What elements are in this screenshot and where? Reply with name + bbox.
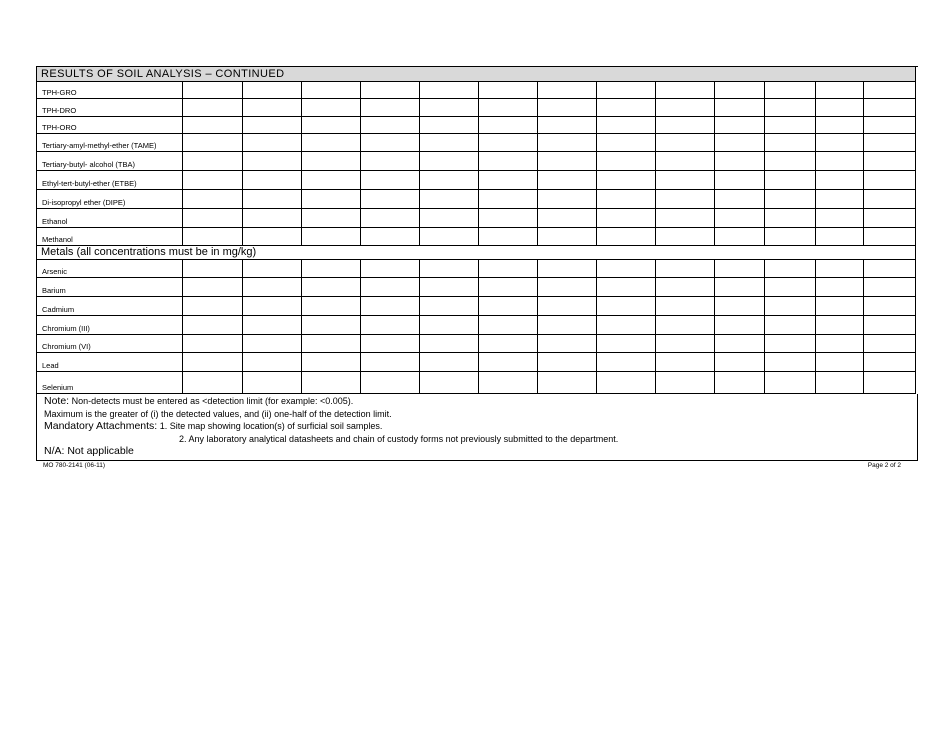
metal-value-cell[interactable] — [243, 260, 302, 278]
metal-value-cell[interactable] — [243, 297, 302, 316]
metal-value-cell[interactable] — [183, 297, 243, 316]
metal-value-cell[interactable] — [302, 353, 361, 372]
maximum-note: Maximum is the greater of (i) the detected values, and (ii) one-half of the detection limit. — [44, 408, 392, 419]
metal-value-cell[interactable] — [864, 260, 916, 278]
analyte-value-cell[interactable] — [538, 152, 597, 171]
metal-value-cell[interactable] — [864, 316, 916, 335]
analyte-value-cell[interactable] — [243, 171, 302, 190]
metal-value-cell[interactable] — [597, 372, 656, 394]
analyte-value-cell[interactable] — [816, 134, 864, 152]
analyte-value-cell[interactable] — [420, 190, 479, 209]
note-text: Non-detects must be entered as <detection limit (for example: <0.005). — [69, 396, 354, 406]
analyte-value-cell[interactable] — [597, 152, 656, 171]
metal-value-cell[interactable] — [597, 353, 656, 372]
metal-value-cell[interactable] — [715, 335, 765, 353]
metal-value-cell[interactable] — [715, 260, 765, 278]
metal-value-cell[interactable] — [765, 353, 816, 372]
analyte-value-cell[interactable] — [538, 99, 597, 117]
metal-value-cell[interactable] — [183, 335, 243, 353]
metal-value-cell[interactable] — [361, 260, 420, 278]
attachment-1: 1. Site map showing location(s) of surficial soil samples. — [157, 421, 383, 431]
metal-value-cell[interactable] — [597, 278, 656, 297]
metal-value-cell[interactable] — [656, 297, 715, 316]
analyte-value-cell[interactable] — [243, 117, 302, 134]
metal-value-cell[interactable] — [538, 278, 597, 297]
metal-value-cell[interactable] — [302, 372, 361, 394]
analyte-value-cell[interactable] — [656, 99, 715, 117]
analyte-value-cell[interactable] — [816, 82, 864, 99]
analyte-label: Di-isopropyl ether (DIPE) — [37, 190, 183, 209]
metal-value-cell[interactable] — [479, 353, 538, 372]
metal-value-cell[interactable] — [361, 372, 420, 394]
metal-label: Lead — [37, 353, 183, 372]
analyte-value-cell[interactable] — [816, 99, 864, 117]
analyte-value-cell[interactable] — [183, 190, 243, 209]
metal-value-cell[interactable] — [243, 316, 302, 335]
analyte-value-cell[interactable] — [656, 190, 715, 209]
analyte-value-cell[interactable] — [420, 99, 479, 117]
analyte-value-cell[interactable] — [538, 228, 597, 246]
metal-value-cell[interactable] — [816, 297, 864, 316]
metal-value-cell[interactable] — [864, 353, 916, 372]
analyte-label: TPH-DRO — [37, 99, 183, 117]
metal-value-cell[interactable] — [765, 372, 816, 394]
analyte-value-cell[interactable] — [816, 209, 864, 228]
analyte-value-cell[interactable] — [183, 117, 243, 134]
analyte-value-cell[interactable] — [183, 152, 243, 171]
analyte-value-cell[interactable] — [864, 99, 916, 117]
metal-value-cell[interactable] — [816, 316, 864, 335]
metal-value-cell[interactable] — [479, 278, 538, 297]
analyte-value-cell[interactable] — [243, 82, 302, 99]
metal-value-cell[interactable] — [538, 335, 597, 353]
analyte-value-cell[interactable] — [864, 117, 916, 134]
analyte-value-cell[interactable] — [420, 209, 479, 228]
analyte-value-cell[interactable] — [361, 190, 420, 209]
attachment-2: 2. Any laboratory analytical datasheets and chain of custody forms not previously submitted to the department. — [179, 433, 619, 444]
analyte-value-cell[interactable] — [538, 190, 597, 209]
analyte-value-cell[interactable] — [715, 152, 765, 171]
metal-value-cell[interactable] — [538, 316, 597, 335]
table-title: RESULTS OF SOIL ANALYSIS – CONTINUED — [37, 67, 916, 82]
metal-value-cell[interactable] — [479, 316, 538, 335]
analyte-value-cell[interactable] — [597, 171, 656, 190]
metal-value-cell[interactable] — [597, 297, 656, 316]
analyte-value-cell[interactable] — [183, 134, 243, 152]
page-footer — [36, 461, 918, 473]
analyte-value-cell[interactable] — [420, 171, 479, 190]
analyte-label: Tertiary-butyl- alcohol (TBA) — [37, 152, 183, 171]
notes-section — [36, 394, 918, 461]
analyte-value-cell[interactable] — [361, 228, 420, 246]
metal-value-cell[interactable] — [302, 297, 361, 316]
metal-value-cell[interactable] — [183, 260, 243, 278]
metal-value-cell[interactable] — [479, 335, 538, 353]
analyte-value-cell[interactable] — [420, 152, 479, 171]
analyte-value-cell[interactable] — [656, 209, 715, 228]
analyte-value-cell[interactable] — [538, 82, 597, 99]
metal-label: Cadmium — [37, 297, 183, 316]
analyte-value-cell[interactable] — [864, 209, 916, 228]
metal-value-cell[interactable] — [183, 372, 243, 394]
analyte-value-cell[interactable] — [656, 117, 715, 134]
metal-value-cell[interactable] — [864, 372, 916, 394]
analyte-value-cell[interactable] — [765, 190, 816, 209]
page-number: Page 2 of 2 — [867, 461, 901, 469]
analyte-value-cell[interactable] — [479, 134, 538, 152]
metal-value-cell[interactable] — [656, 278, 715, 297]
analyte-value-cell[interactable] — [816, 152, 864, 171]
metal-value-cell[interactable] — [656, 316, 715, 335]
analyte-value-cell[interactable] — [765, 117, 816, 134]
analyte-value-cell[interactable] — [361, 134, 420, 152]
metal-value-cell[interactable] — [816, 353, 864, 372]
analyte-value-cell[interactable] — [361, 99, 420, 117]
metal-value-cell[interactable] — [420, 353, 479, 372]
analyte-value-cell[interactable] — [816, 117, 864, 134]
metal-value-cell[interactable] — [656, 372, 715, 394]
analyte-value-cell[interactable] — [361, 82, 420, 99]
analyte-value-cell[interactable] — [420, 134, 479, 152]
metal-label: Chromium (III) — [37, 316, 183, 335]
analyte-value-cell[interactable] — [538, 134, 597, 152]
metal-value-cell[interactable] — [597, 316, 656, 335]
metal-value-cell[interactable] — [765, 260, 816, 278]
analyte-value-cell[interactable] — [715, 117, 765, 134]
na-note: N/A: Not applicable — [44, 445, 134, 457]
metal-value-cell[interactable] — [864, 278, 916, 297]
analyte-value-cell[interactable] — [656, 171, 715, 190]
metal-value-cell[interactable] — [302, 278, 361, 297]
metal-value-cell[interactable] — [656, 353, 715, 372]
analyte-label: TPH-ORO — [37, 117, 183, 134]
analyte-value-cell[interactable] — [243, 99, 302, 117]
metal-value-cell[interactable] — [765, 335, 816, 353]
metal-value-cell[interactable] — [656, 335, 715, 353]
analyte-value-cell[interactable] — [183, 99, 243, 117]
metal-value-cell[interactable] — [715, 278, 765, 297]
analyte-value-cell[interactable] — [765, 82, 816, 99]
metal-value-cell[interactable] — [864, 335, 916, 353]
metal-value-cell[interactable] — [243, 278, 302, 297]
metal-value-cell[interactable] — [302, 260, 361, 278]
analyte-value-cell[interactable] — [479, 99, 538, 117]
metal-value-cell[interactable] — [479, 372, 538, 394]
metal-value-cell[interactable] — [479, 260, 538, 278]
analyte-value-cell[interactable] — [715, 190, 765, 209]
metal-value-cell[interactable] — [420, 316, 479, 335]
metal-value-cell[interactable] — [715, 353, 765, 372]
analyte-value-cell[interactable] — [656, 228, 715, 246]
analyte-label: Tertiary-amyl-methyl-ether (TAME) — [37, 134, 183, 152]
metal-value-cell[interactable] — [715, 297, 765, 316]
metal-value-cell[interactable] — [361, 335, 420, 353]
metal-value-cell[interactable] — [420, 372, 479, 394]
metal-value-cell[interactable] — [765, 297, 816, 316]
analyte-value-cell[interactable] — [183, 171, 243, 190]
metal-value-cell[interactable] — [597, 335, 656, 353]
analyte-value-cell[interactable] — [243, 134, 302, 152]
analyte-value-cell[interactable] — [538, 171, 597, 190]
analyte-value-cell[interactable] — [183, 228, 243, 246]
analyte-value-cell[interactable] — [243, 190, 302, 209]
metal-value-cell[interactable] — [361, 353, 420, 372]
metal-value-cell[interactable] — [597, 260, 656, 278]
analyte-value-cell[interactable] — [864, 228, 916, 246]
analyte-value-cell[interactable] — [183, 209, 243, 228]
analyte-value-cell[interactable] — [302, 171, 361, 190]
metal-value-cell[interactable] — [183, 278, 243, 297]
analyte-value-cell[interactable] — [765, 171, 816, 190]
metal-value-cell[interactable] — [864, 297, 916, 316]
analyte-value-cell[interactable] — [715, 134, 765, 152]
metal-label: Barium — [37, 278, 183, 297]
analyte-value-cell[interactable] — [538, 117, 597, 134]
analyte-value-cell[interactable] — [302, 134, 361, 152]
analyte-label: TPH-GRO — [37, 82, 183, 99]
analyte-value-cell[interactable] — [361, 209, 420, 228]
analyte-value-cell[interactable] — [597, 82, 656, 99]
analyte-value-cell[interactable] — [479, 152, 538, 171]
metal-value-cell[interactable] — [243, 372, 302, 394]
analyte-value-cell[interactable] — [420, 117, 479, 134]
analyte-value-cell[interactable] — [597, 190, 656, 209]
analyte-value-cell[interactable] — [420, 82, 479, 99]
analyte-value-cell[interactable] — [302, 117, 361, 134]
metal-value-cell[interactable] — [765, 278, 816, 297]
analyte-value-cell[interactable] — [715, 99, 765, 117]
analyte-value-cell[interactable] — [864, 152, 916, 171]
metal-value-cell[interactable] — [816, 260, 864, 278]
analyte-value-cell[interactable] — [765, 152, 816, 171]
metal-value-cell[interactable] — [816, 335, 864, 353]
analyte-value-cell[interactable] — [816, 228, 864, 246]
analyte-value-cell[interactable] — [765, 134, 816, 152]
metal-value-cell[interactable] — [479, 297, 538, 316]
analyte-value-cell[interactable] — [597, 134, 656, 152]
analyte-value-cell[interactable] — [816, 171, 864, 190]
metal-value-cell[interactable] — [538, 260, 597, 278]
analyte-value-cell[interactable] — [656, 152, 715, 171]
analyte-value-cell[interactable] — [597, 117, 656, 134]
analyte-value-cell[interactable] — [302, 228, 361, 246]
analyte-value-cell[interactable] — [183, 82, 243, 99]
analyte-value-cell[interactable] — [864, 171, 916, 190]
metal-value-cell[interactable] — [538, 297, 597, 316]
metal-value-cell[interactable] — [361, 278, 420, 297]
analyte-value-cell[interactable] — [302, 152, 361, 171]
analyte-value-cell[interactable] — [715, 228, 765, 246]
analyte-value-cell[interactable] — [864, 134, 916, 152]
analyte-value-cell[interactable] — [597, 209, 656, 228]
analyte-value-cell[interactable] — [302, 190, 361, 209]
metals-section-title: Metals (all concentrations must be in mg/kg) — [37, 246, 916, 260]
analyte-value-cell[interactable] — [597, 99, 656, 117]
analyte-value-cell[interactable] — [765, 228, 816, 246]
analyte-value-cell[interactable] — [302, 99, 361, 117]
metal-value-cell[interactable] — [538, 372, 597, 394]
analyte-value-cell[interactable] — [243, 152, 302, 171]
analyte-value-cell[interactable] — [715, 171, 765, 190]
metal-label: Chromium (VI) — [37, 335, 183, 353]
analyte-label: Methanol — [37, 228, 183, 246]
analyte-value-cell[interactable] — [479, 171, 538, 190]
analyte-value-cell[interactable] — [656, 134, 715, 152]
analyte-value-cell[interactable] — [816, 190, 864, 209]
analyte-value-cell[interactable] — [597, 228, 656, 246]
metal-value-cell[interactable] — [302, 335, 361, 353]
analyte-value-cell[interactable] — [715, 82, 765, 99]
metal-value-cell[interactable] — [243, 335, 302, 353]
results-table — [36, 66, 918, 394]
analyte-label: Ethyl-tert-butyl-ether (ETBE) — [37, 171, 183, 190]
metal-value-cell[interactable] — [420, 297, 479, 316]
metal-value-cell[interactable] — [420, 260, 479, 278]
analyte-value-cell[interactable] — [538, 209, 597, 228]
analyte-value-cell[interactable] — [479, 209, 538, 228]
analyte-value-cell[interactable] — [765, 99, 816, 117]
note-prefix: Note: — [44, 395, 70, 407]
metal-value-cell[interactable] — [715, 316, 765, 335]
metal-value-cell[interactable] — [420, 278, 479, 297]
analyte-value-cell[interactable] — [243, 209, 302, 228]
soil-analysis-form — [36, 66, 918, 473]
metal-value-cell[interactable] — [361, 316, 420, 335]
metal-value-cell[interactable] — [183, 353, 243, 372]
analyte-label: Ethanol — [37, 209, 183, 228]
analyte-value-cell[interactable] — [361, 117, 420, 134]
analyte-value-cell[interactable] — [479, 82, 538, 99]
analyte-value-cell[interactable] — [479, 228, 538, 246]
analyte-value-cell[interactable] — [864, 82, 916, 99]
form-number: MO 780-2141 (06-11) — [43, 461, 106, 469]
metal-label: Selenium — [37, 372, 183, 394]
analyte-value-cell[interactable] — [361, 171, 420, 190]
analyte-value-cell[interactable] — [656, 82, 715, 99]
attachments-prefix: Mandatory Attachments: — [44, 420, 158, 432]
analyte-value-cell[interactable] — [765, 209, 816, 228]
analyte-value-cell[interactable] — [864, 190, 916, 209]
analyte-value-cell[interactable] — [302, 209, 361, 228]
metal-value-cell[interactable] — [361, 297, 420, 316]
metal-value-cell[interactable] — [183, 316, 243, 335]
metal-value-cell[interactable] — [765, 316, 816, 335]
metal-value-cell[interactable] — [538, 353, 597, 372]
metal-value-cell[interactable] — [656, 260, 715, 278]
metal-label: Arsenic — [37, 260, 183, 278]
metal-value-cell[interactable] — [420, 335, 479, 353]
analyte-value-cell[interactable] — [715, 209, 765, 228]
analyte-value-cell[interactable] — [243, 228, 302, 246]
metal-value-cell[interactable] — [243, 353, 302, 372]
metal-value-cell[interactable] — [302, 316, 361, 335]
analyte-value-cell[interactable] — [420, 228, 479, 246]
metal-value-cell[interactable] — [715, 372, 765, 394]
metal-value-cell[interactable] — [816, 372, 864, 394]
analyte-value-cell[interactable] — [479, 190, 538, 209]
analyte-value-cell[interactable] — [361, 152, 420, 171]
analyte-value-cell[interactable] — [302, 82, 361, 99]
metal-value-cell[interactable] — [816, 278, 864, 297]
analyte-value-cell[interactable] — [479, 117, 538, 134]
